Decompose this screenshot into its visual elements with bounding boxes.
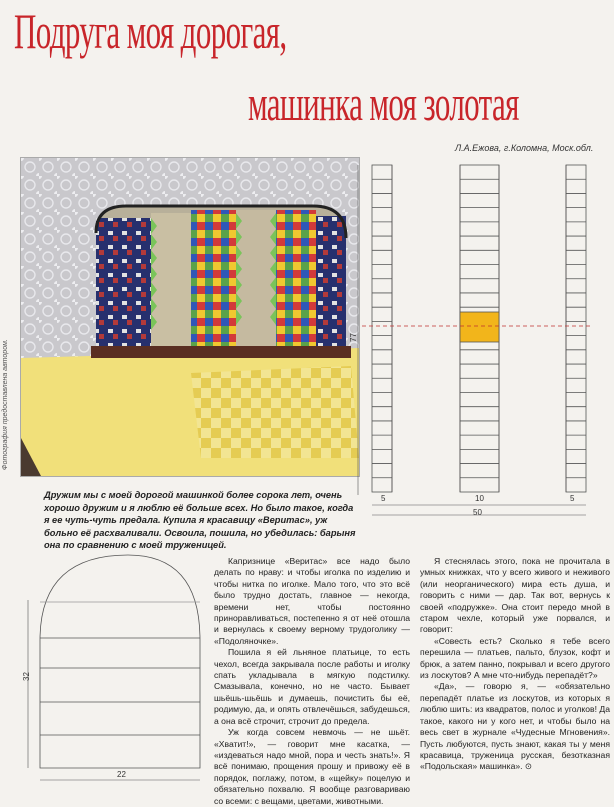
title-line-2: машинка моя золотая: [248, 75, 519, 131]
strip-label-center: 10: [475, 494, 484, 503]
paragraph: Капризнице «Веритас» все надо было делать по нраву: и чтобы иголка по изделию и чтобы нитка по иголке. Мало того, что это всё было трудно достать, главное — некогда, времени нет, чтобы постоянно приноравливаться, постепенно я от неё отошла и вернулась к своему верному трудоголику — «Подоляночке».: [214, 556, 410, 646]
pattern-strip: [372, 165, 392, 492]
strip-label-left: 5: [381, 494, 386, 503]
height-label-32: 32: [21, 672, 31, 681]
paragraph: Уж когда совсем невмочь — не шьёт. «Хватит!», — говорит мне касатка, — «издеваться надо мной, пора и честь знать!». Я всё понимаю, прощения прошу и привожу её в порядок, поглажу, потом, в «щейку» поцелую и обязательно похвалю. Я вообще разговариваю со всеми: с вещами, цветами, животными.: [214, 727, 410, 806]
title-line-1: Подруга моя дорогая,: [14, 3, 287, 59]
height-label-77: 77: [348, 333, 358, 342]
article-column-2: [420, 556, 610, 773]
paragraph: Пошила я ей льняное платьице, то есть чехол, всегда закрывала после работы и иголку спать укладывала в мягкую подстилку. Смазывала, конечно, но не часто. Бывает шьёшь-шьёшь и думаешь, почистить бы её, родимую, да, и опять отвлечёшься, забудешься, а она всё строчит, строчит до предела.: [214, 647, 410, 726]
pattern-strip: [566, 165, 586, 492]
strip-label-right: 5: [570, 494, 575, 503]
width-label-22: 22: [117, 770, 126, 779]
photo-caption: Дружим мы с моей дорогой машинкой более сорока лет, очень хорошо дружим и я люблю её больше всех. Но было такое, когда я ее чуть-чуть предала. Купила я красавицу «Веритас», уж больно её расхваливали. Освоила, пошила, но убедилась: барыня она по сравнению с моей труженицей.: [44, 490, 356, 550]
dome-side-panel-diagram: [28, 555, 200, 780]
photo-credit: Фотография предоставлена автором.: [2, 339, 9, 470]
highlight-square: [460, 312, 499, 342]
paragraph: Я стеснялась этого, пока не прочитала в умных книжках, что у всего живого и неживого (или неорганического) мира есть душа, и говорить с ними — дар. Так вот, вернусь к своей «подружке». Она стоит передо мной в старом чехле, который уже порвался, и говорит:: [420, 556, 610, 635]
paragraph: «Да», — говорю я, — «обязательно перепадёт платье из лоскутов, из которых я люблю шить: из квадратов, полос и уголков! Да такое, какого ни у кого нет, и чтобы было на весь свет в журнале «Чудесные Мгновения». Пусть любуются, пусть знают, какая ты у меня красавица, труженица русская, безотказная «Подольская» машинка». ⊙: [420, 681, 610, 772]
paragraph: «Совесть есть? Сколько я тебе всего перешила — платьев, пальто, блузок, кофт и брюк, а затем панно, покрывал и всего другого из лоскутов? А мне что-нибудь перепадёт?»: [420, 635, 610, 681]
article-column-1: [214, 556, 410, 807]
author-byline: Л.А.Ежова, г.Коломна, Моск.обл.: [455, 143, 594, 153]
width-label-50: 50: [473, 508, 482, 517]
